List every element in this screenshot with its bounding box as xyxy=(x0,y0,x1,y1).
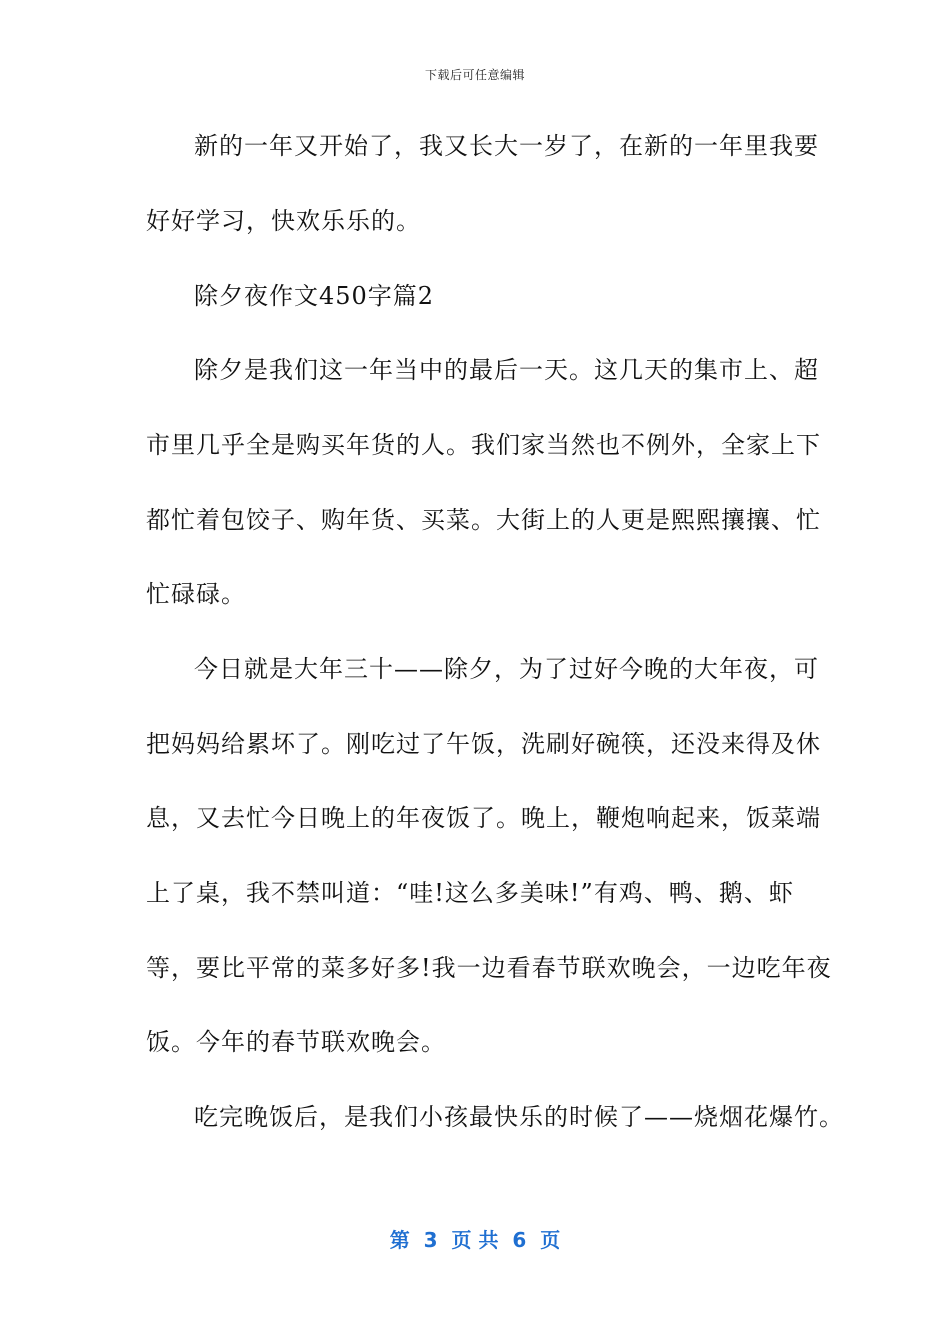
paragraph-line: 除夕是我们这一年当中的最后一天。这几天的集市上、超 xyxy=(194,356,819,384)
paragraph-line: 等，要比平常的菜多好多!我一边看春节联欢晚会，一边吃年夜 xyxy=(146,954,832,982)
paragraph-line: 今日就是大年三十——除夕，为了过好今晚的大年夜，可 xyxy=(194,655,819,683)
paragraph-line: 上了桌，我不禁叫道：“哇!这么多美味!”有鸡、鸭、鹅、虾 xyxy=(146,879,794,907)
paragraph-line: 都忙着包饺子、购年货、买菜。大街上的人更是熙熙攘攘、忙 xyxy=(146,506,821,534)
section-heading: 除夕夜作文450字篇2 xyxy=(194,282,435,310)
paragraph-line: 息，又去忙今日晚上的年夜饭了。晚上，鞭炮响起来，饭菜端 xyxy=(146,804,821,832)
paragraph-line: 忙碌碌。 xyxy=(146,580,246,608)
paragraph-line: 饭。今年的春节联欢晚会。 xyxy=(146,1028,446,1056)
page-indicator: 第 3 页 共 6 页 xyxy=(389,1228,561,1252)
paragraph-line: 市里几乎全是购买年货的人。我们家当然也不例外，全家上下 xyxy=(146,431,821,459)
header-note: 下载后可任意编辑 xyxy=(424,68,525,82)
paragraph-line: 好好学习，快欢乐乐的。 xyxy=(146,207,421,235)
paragraph-line: 把妈妈给累坏了。刚吃过了午饭，洗刷好碗筷，还没来得及休 xyxy=(146,730,821,758)
paragraph-line: 吃完晚饭后，是我们小孩最快乐的时候了——烧烟花爆竹。 xyxy=(194,1103,844,1131)
paragraph-line: 新的一年又开始了，我又长大一岁了，在新的一年里我要 xyxy=(194,132,819,160)
